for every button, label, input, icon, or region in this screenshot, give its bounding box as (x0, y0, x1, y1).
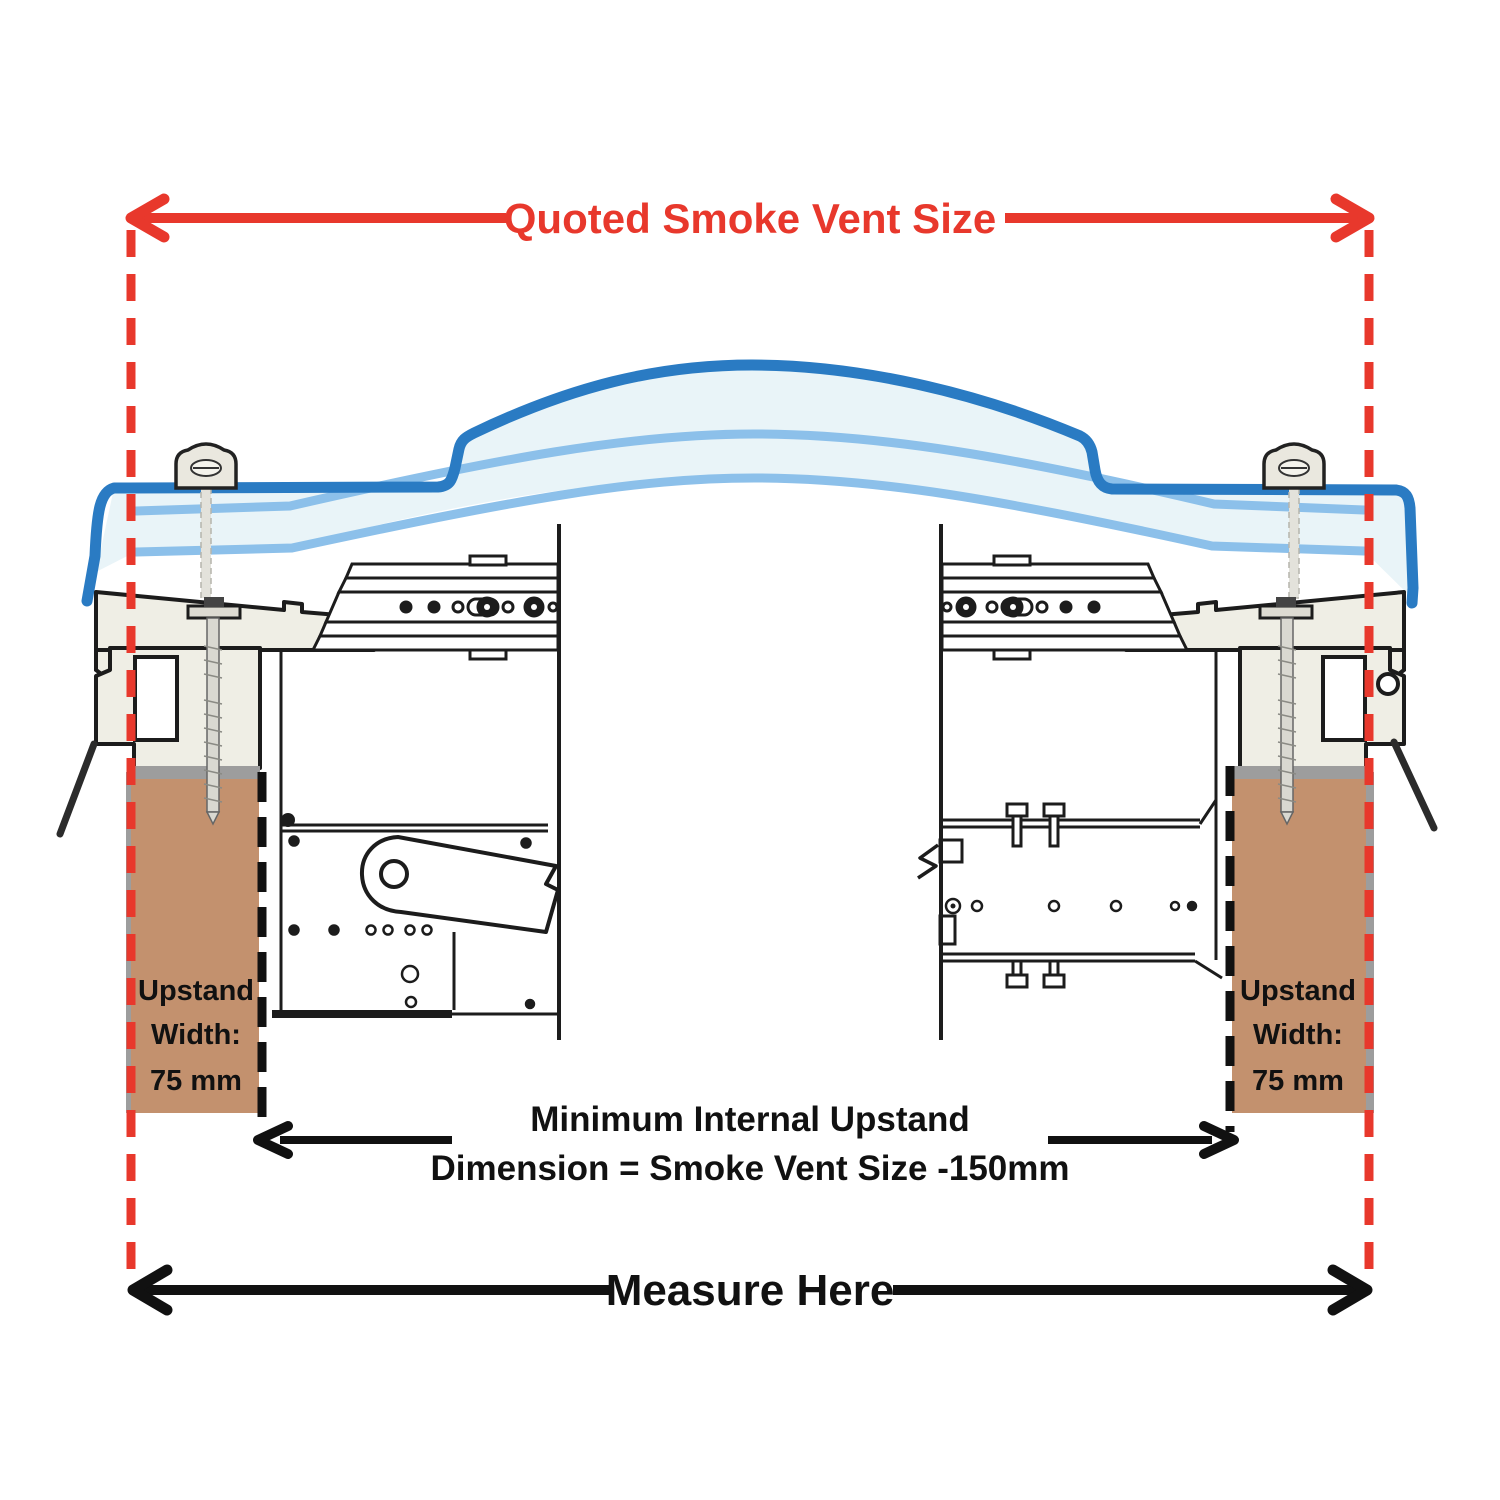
middle-dimension-line2: Dimension = Smoke Vent Size -150mm (430, 1149, 1070, 1188)
right-upstand-label-2: Width: (1253, 1019, 1343, 1051)
right-upstand-wall (1232, 766, 1374, 1113)
right-upstand-label-1: Upstand (1240, 975, 1356, 1007)
middle-dimension-line1: Minimum Internal Upstand (530, 1100, 970, 1139)
right-screw-head (1276, 597, 1296, 607)
measure-here-dimension (133, 1266, 1367, 1315)
right-bottom-bolts (1007, 961, 1064, 987)
left-upstand-label-2: Width: (151, 1019, 241, 1051)
right-mech-holes (946, 899, 1196, 913)
left-screw-head (204, 597, 224, 607)
left-upstand-wall (126, 766, 260, 1113)
left-roof-flashing (60, 744, 94, 834)
right-screw-washer (1260, 606, 1312, 618)
left-fixing-screw (204, 618, 222, 824)
right-top-bolts (1007, 804, 1064, 846)
left-upstand-cap (131, 766, 260, 779)
right-eyelet (1378, 674, 1398, 694)
left-opener-mechanism (272, 648, 560, 1016)
left-upstand-timber (131, 779, 259, 1113)
right-chassis-rail (941, 524, 1187, 1040)
right-kerb-rebate (1323, 657, 1365, 740)
actuator-pivot-hole (381, 861, 407, 887)
left-screw-washer (188, 606, 240, 618)
right-upstand-label-3: 75 mm (1252, 1065, 1344, 1097)
bottom-dimension-label: Measure Here (605, 1266, 895, 1315)
break-symbol (918, 845, 938, 878)
right-roof-flashing (1394, 742, 1434, 828)
left-kerb-rebate (135, 657, 177, 740)
left-upstand-label-1: Upstand (138, 975, 254, 1007)
top-dimension-label: Quoted Smoke Vent Size (503, 195, 997, 242)
right-fixing-screw (1278, 618, 1296, 824)
left-chassis-rail (313, 524, 559, 1040)
dome-glazing (87, 365, 1413, 603)
right-bracket-mechanism (918, 648, 1222, 987)
left-upstand-label-3: 75 mm (150, 1065, 242, 1097)
right-upstand-timber (1232, 779, 1366, 1113)
right-upstand-cap (1232, 766, 1366, 779)
